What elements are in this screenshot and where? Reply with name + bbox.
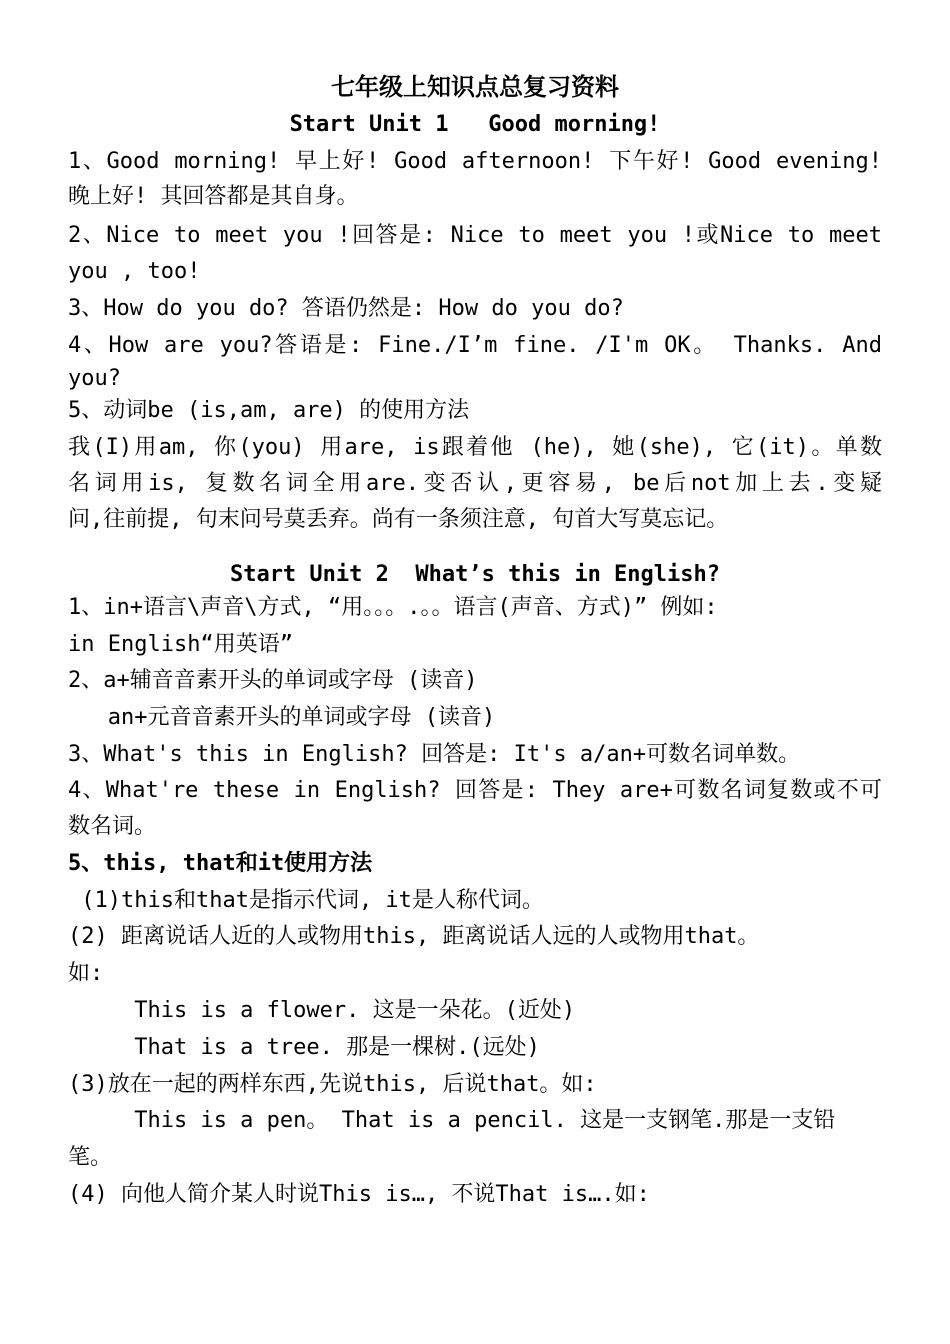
unit2-line-17: (4) 向他人简介某人时说This is…, 不说That is….如: bbox=[68, 1182, 650, 1207]
unit1-line-8: 5、动词be (is,am, are) 的使用方法 bbox=[68, 398, 470, 423]
unit1-line-10: 名词用is, 复数名词全用are.变否认,更容易, be后not加上去.变疑 bbox=[68, 471, 882, 496]
unit2-line-12: This is a flower. 这是一朵花。(近处) bbox=[68, 998, 576, 1023]
unit1-line-2: 晚上好! 其回答都是其自身。 bbox=[68, 184, 359, 209]
document-title: 七年级上知识点总复习资料 bbox=[331, 72, 619, 101]
unit2-line-2: in English“用英语” bbox=[68, 632, 293, 657]
unit2-line-10: (2) 距离说话人近的人或物用this, 距离说话人远的人或物用that。 bbox=[68, 924, 760, 949]
unit2-line-3: 2、a+辅音音素开头的单词或字母 (读音) bbox=[68, 668, 478, 693]
unit2-line-15: This is a pen。 That is a pencil. 这是一支钢笔.那是一支铅 bbox=[68, 1108, 836, 1133]
unit2-line-9: (1)this和that是指示代词, it是人称代词。 bbox=[68, 888, 544, 913]
unit2-line-16: 笔。 bbox=[68, 1145, 113, 1170]
unit1-line-3: 2、Nice to meet you !回答是: Nice to meet you !或Nice to meet bbox=[68, 223, 882, 248]
unit1-line-7: you? bbox=[68, 366, 121, 391]
unit2-line-13: That is a tree. 那是一棵树.(远处) bbox=[68, 1035, 540, 1060]
unit1-line-1: 1、Good morning! 早上好! Good afternoon! 下午好! Good evening! bbox=[68, 149, 882, 174]
unit2-line-8: 5、this, that和it使用方法 bbox=[68, 851, 373, 876]
unit1-line-11: 问,往前提, 句末问号莫丢弃。尚有一条须注意, 句首大写莫忘记。 bbox=[68, 507, 729, 532]
unit2-line-14: (3)放在一起的两样东西,先说this, 后说that。如: bbox=[68, 1072, 597, 1097]
unit2-line-1: 1、in+语言\声音\方式, “用。。。.。。语言(声音、方式)” 例如: bbox=[68, 595, 718, 620]
unit1-line-6: 4、How are you?答语是: Fine./I’m fine. /I'm OK。 Thanks. And bbox=[68, 333, 882, 358]
unit1-line-4: you , too! bbox=[68, 259, 201, 284]
unit1-line-5: 3、How do you do? 答语仍然是: How do you do? bbox=[68, 296, 624, 321]
unit1-heading: Start Unit 1 Good morning! bbox=[289, 112, 661, 137]
unit2-line-5: 3、What's this in English? 回答是: It's a/an+可数名词单数。 bbox=[68, 742, 801, 767]
unit2-line-4: an+元音音素开头的单词或字母 (读音) bbox=[68, 705, 496, 730]
unit2-line-11: 如: bbox=[68, 961, 104, 986]
unit1-line-9: 我(I)用am, 你(you) 用are, is跟着他 (he), 她(she), 它(it)。单数 bbox=[68, 435, 882, 460]
unit2-heading: Start Unit 2 What’s this in English? bbox=[229, 562, 721, 587]
unit2-line-6: 4、What're these in English? 回答是: They are+可数名词复数或不可 bbox=[68, 778, 882, 803]
unit2-line-7: 数名词。 bbox=[68, 814, 157, 839]
